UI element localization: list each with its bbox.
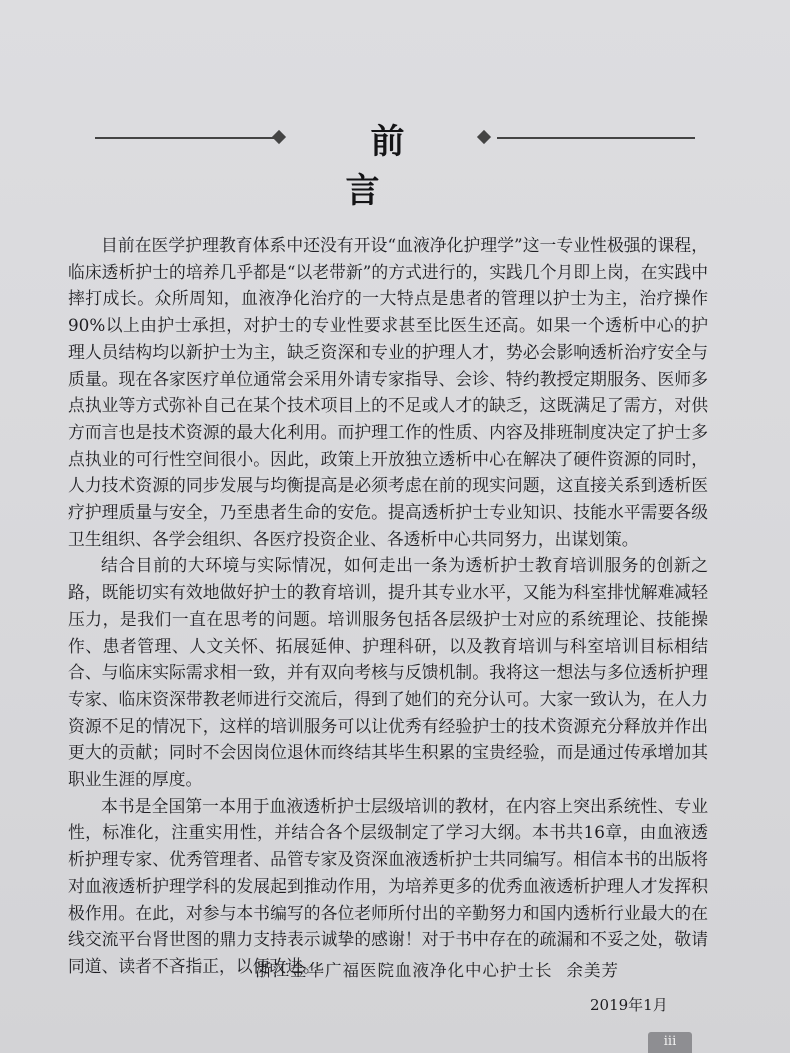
- title-banner: [95, 110, 695, 211]
- page-number-tab: iii: [648, 1032, 692, 1053]
- paragraph-2: 结合目前的大环境与实际情况，如何走出一条为透析护士教育培训服务的创新之路，既能切实有效地做好护士的教育培训，提升其专业水平，又能为科室排忧解难减轻压力，是我们一直在思考的问题。培训服务包括各层级护士对应的系统理论、技能操作、患者管理、人文关怀、拓展延伸、护理科研，以及教育培训与科室培训目标相结合、与临床实际需求相一致，并有双向考核与反馈机制。我将这一想法与多位透析护理专家、临床资深带教老师进行交流后，得到了她们的充分认可。大家一致认为，在人力资源不足的情况下，这样的培训服务可以让优秀有经验护士的技术资源充分释放并作出更大的贡献；同时不会因岗位退休而终结其毕生积累的宝贵经验，而是通过传承增加其职业生涯的厚度。: [68, 555, 708, 790]
- signature-date: 2019年1月: [590, 996, 668, 1014]
- diamond-ornament-left-icon: [272, 130, 286, 144]
- signature-organization: 浙江金华广福医院血液净化中心护士长: [255, 961, 553, 980]
- diamond-ornament-right-icon: [477, 130, 491, 144]
- title-rule-left: [95, 137, 277, 139]
- signature-name: 余美芳: [566, 961, 619, 980]
- signature-line: [255, 957, 695, 981]
- title-rule-right: [497, 137, 695, 139]
- preface-body: [68, 232, 708, 980]
- paragraph-3: 本书是全国第一本用于血液透析护士层级培训的教材，在内容上突出系统性、专业性，标准化，注重实用性，并结合各个层级制定了学习大纲。本书共16章，由血液透析护理专家、优秀管理者、品管专家及资深血液透析护士共同编写。相信本书的出版将对血液透析护理学科的发展起到推动作用，为培养更多的优秀血液透析护理人才发挥积极作用。在此，对参与本书编写的各位老师所付出的辛勤努力和国内透析行业最大的在线交流平台肾世图的鼎力支持表示诚挚的感谢！对于书中存在的疏漏和不妥之处，敬请同道、读者不吝指正，以便改进。: [68, 795, 708, 976]
- page-title: 前 言: [345, 122, 455, 211]
- paragraph-1: 目前在医学护理教育体系中还没有开设“血液净化护理学”这一专业性极强的课程，临床透析护士的培养几乎都是“以老带新”的方式进行的，实践几个月即上岗，在实践中摔打成长。众所周知，血液净化治疗的一大特点是患者的管理以护士为主，治疗操作90%以上由护士承担，对护士的专业性要求甚至比医生还高。如果一个透析中心的护理人员结构均以新护士为主，缺乏资深和专业的护理人才，势必会影响透析治疗安全与质量。现在各家医疗单位通常会采用外请专家指导、会诊、特约教授定期服务、医师多点执业等方式弥补自己在某个技术项目上的不足或人才的缺乏，这既满足了需方，对供方而言也是技术资源的最大化利用。而护理工作的性质、内容及排班制度决定了护士多点执业的可行性空间很小。因此，政策上开放独立透析中心在解决了硬件资源的同时，人力技术资源的同步发展与均衡提高是必须考虑在前的现实问题，这直接关系到透析医疗护理质量与安全，乃至患者生命的安危。提高透析护士专业知识、技能水平需要各级卫生组织、各学会组织、各医疗投资企业、各透析中心共同努力，出谋划策。: [68, 235, 708, 549]
